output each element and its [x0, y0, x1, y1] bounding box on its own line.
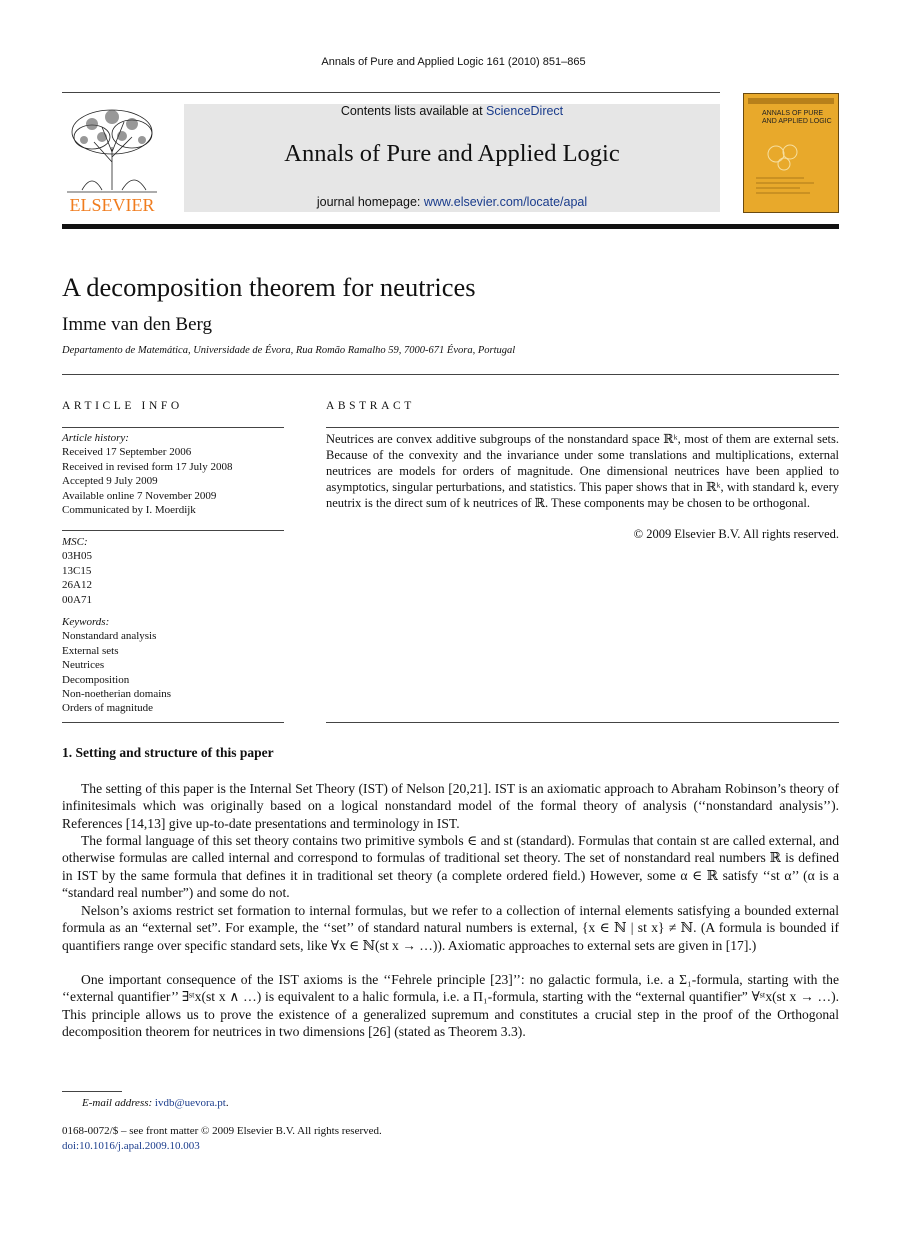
- divider: [62, 374, 839, 375]
- msc-codes: [62, 535, 284, 607]
- footnote-end: .: [225, 1097, 229, 1109]
- cover-art-icon: [744, 94, 838, 212]
- paragraph-text: Nelson’s axioms restrict set formation to internal formulas, but we refer to a collection of internal elements satisfying a bounded external formula as an “external set”. For example, the ‘‘set’’ of standard natural numbers is external, {x ∈ ℕ | st x} ≠ ℕ. (A formula is bounded if quantifiers range over specific standard sets, like ∀x ∈ ℕ(st x → …)). Axiomatic approaches to external sets are given in [17].): [62, 903, 839, 953]
- divider: [326, 427, 839, 428]
- contents-line: [184, 104, 720, 118]
- msc-label: MSC:: [62, 536, 88, 548]
- body-paragraph: [62, 902, 839, 954]
- homepage-prefix: journal homepage:: [316, 195, 424, 209]
- masthead-thick-rule: [62, 224, 839, 229]
- journal-title: Annals of Pure and Applied Logic: [284, 140, 620, 167]
- author-email-link[interactable]: ivdb@uevora.pt: [154, 1097, 226, 1109]
- front-matter: 0168-0072/$ – see front matter © 2009 Elsevier B.V. All rights reserved.: [62, 1125, 382, 1137]
- contents-prefix: Contents lists available at: [340, 104, 487, 118]
- elsevier-logo: [62, 102, 162, 214]
- author-name: Imme van den Berg: [62, 314, 213, 335]
- article-history: [62, 431, 284, 517]
- abstract-heading: ABSTRACT: [326, 400, 415, 412]
- keyword: Neutrices: [62, 659, 105, 672]
- section-heading: 1. Setting and structure of this paper: [62, 745, 274, 760]
- sciencedirect-link[interactable]: ScienceDirect: [486, 104, 564, 118]
- abstract-copyright: © 2009 Elsevier B.V. All rights reserved.: [633, 527, 839, 541]
- article-title: A decomposition theorem for neutrices: [62, 272, 476, 302]
- keyword: Nonstandard analysis: [62, 630, 157, 643]
- running-head: Annals of Pure and Applied Logic 161 (2010) 851–865: [321, 56, 586, 68]
- history-item: Accepted 9 July 2009: [62, 475, 158, 488]
- top-rule: [62, 92, 720, 93]
- keyword: Decomposition: [62, 673, 130, 686]
- paragraph-text: The setting of this paper is the Internal Set Theory (IST) of Nelson [20,21]. IST is an axiomatic approach to Abraham Robinson’s theory of infinitesimals which was originally based on a logical nonstandard model of the formal theory of analysis (‘‘nonstandard analysis’’). References [14,13] give up-to-date presentations and terminology in IST.: [62, 781, 839, 831]
- history-item: Available online 7 November 2009: [62, 489, 217, 502]
- divider: [326, 722, 839, 723]
- msc-code: 13C15: [62, 564, 92, 577]
- article-info-heading: ARTICLE INFO: [62, 400, 183, 412]
- keyword: External sets: [62, 644, 119, 657]
- history-item: Received in revised form 17 July 2008: [62, 460, 233, 473]
- msc-code: 03H05: [62, 550, 92, 563]
- history-label: Article history:: [62, 432, 129, 444]
- footnote-label: E-mail address:: [82, 1097, 155, 1109]
- journal-homepage-link[interactable]: www.elsevier.com/locate/apal: [423, 195, 588, 209]
- body-paragraph: [62, 832, 839, 902]
- divider: [62, 530, 284, 531]
- author-affiliation: Departamento de Matemática, Universidade de Évora, Rua Romão Ramalho 59, 7000-671 Évora, Portugal: [62, 345, 516, 356]
- elsevier-wordmark: ELSEVIER: [69, 195, 155, 214]
- homepage-line: [184, 195, 720, 209]
- divider: [62, 722, 284, 723]
- history-item: Communicated by I. Moerdijk: [62, 504, 196, 517]
- history-item: Received 17 September 2006: [62, 446, 192, 459]
- abstract-text: Neutrices are convex additive subgroups of the nonstandard space ℝᵏ, most of them are external sets. Because of the convexity and the invariance under some translations and multiplications, external neutrices are models for orders of magnitude. One dimensional neutrices have been applied to asymptotics, singular perturbations, and statistics. This paper shows that in ℝᵏ, with standard k, every neutrix is the direct sum of k neutrices of ℝ. These components may be chosen to be orthogonal.: [326, 432, 839, 510]
- body-paragraph: [62, 780, 839, 832]
- msc-code: 00A71: [62, 593, 92, 606]
- keyword: Non-noetherian domains: [62, 688, 172, 701]
- paragraph-text: The formal language of this set theory contains two primitive symbols ∈ and st (standard). Formulas that contain st are called external, and otherwise formulas are called internal and correspond to formulas of traditional set theory. The set of nonstandard real numbers ℝ is defined in IST by the same formula that defines it in traditional set theory (a complete ordered field.) However, some α ∈ ℝ satisfy ‘‘st α’’ (α is a “standard real number”) and some do not.: [62, 833, 839, 901]
- cover-title: ANNALS OF PURE AND APPLIED LOGIC: [762, 110, 832, 125]
- journal-cover: [743, 93, 839, 213]
- paragraph-text: One important consequence of the IST axioms is the ‘‘Fehrele principle [23]’’: no galactic formula, i.e. a Σ₁-formula, starting with the ‘‘external quantifier’’ ∃ˢᵗx(st x ∧ …) is equivalent to a halic formula, i.e. a Π₁-formula, starting with the “external quantifier” ∀ˢᵗx(st x → …). This principle allows us to prove the existence of a generalized supremum and constitutes a crucial step in the proof of the Orthogonal decomposition theorem for neutrices in two dimensions [26] (stated as Theorem 3.3).: [62, 972, 839, 1040]
- doi-link[interactable]: doi:10.1016/j.apal.2009.10.003: [62, 1140, 200, 1152]
- footnote: [82, 1097, 229, 1109]
- footnote-rule: [62, 1091, 122, 1092]
- body-paragraph: [62, 971, 839, 1041]
- divider: [62, 427, 284, 428]
- keywords: [62, 615, 284, 716]
- elsevier-tree-icon: [62, 102, 162, 214]
- msc-code: 26A12: [62, 579, 92, 592]
- keywords-label: Keywords:: [62, 616, 110, 628]
- keyword: Orders of magnitude: [62, 702, 154, 715]
